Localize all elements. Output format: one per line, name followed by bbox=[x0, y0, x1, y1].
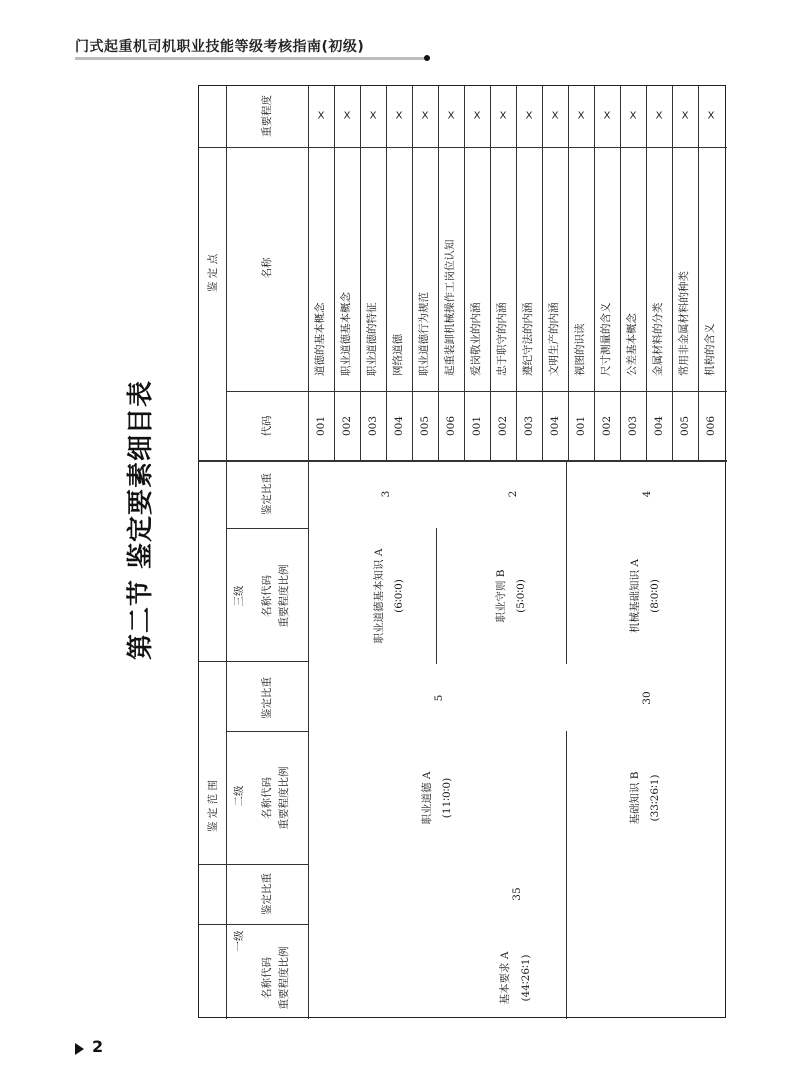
point-name: 金属材料的分类 bbox=[652, 302, 664, 376]
l3-weight-b: 2 bbox=[506, 490, 519, 498]
point-code: 006 bbox=[704, 415, 717, 437]
point-name: 职业道德基本概念 bbox=[340, 292, 352, 376]
l1-weight-label: 鉴定比重 bbox=[260, 873, 273, 915]
point-name: 职业道德行为规范 bbox=[418, 292, 430, 376]
point-importance: X bbox=[655, 110, 663, 122]
point-name: 尺寸测量的含义 bbox=[600, 302, 612, 376]
l2-ratio-label: 重要程度比例 bbox=[277, 766, 290, 830]
level3-header: 三级 bbox=[232, 585, 245, 607]
level2-header: 二级 bbox=[232, 785, 245, 807]
scope-header: 鉴 定 范 围 bbox=[206, 779, 219, 833]
point-name: 爱岗敬业的内涵 bbox=[470, 302, 482, 376]
point-importance: X bbox=[447, 110, 455, 122]
l1-weight: 35 bbox=[510, 887, 523, 901]
point-code: 005 bbox=[418, 415, 431, 437]
evaluation-table bbox=[198, 85, 726, 1018]
point-importance: X bbox=[629, 110, 637, 122]
point-name: 道德的基本概念 bbox=[314, 302, 326, 376]
l3-weight-c: 4 bbox=[640, 490, 653, 498]
l2-ratio-b: (33∶26∶1) bbox=[648, 774, 661, 822]
point-importance: X bbox=[681, 110, 689, 122]
point-name: 机构的含义 bbox=[704, 323, 716, 376]
running-header: 门式起重机司机职业技能等级考核指南(初级) bbox=[75, 39, 365, 55]
point-code: 003 bbox=[626, 415, 639, 437]
header-bullet bbox=[424, 55, 430, 61]
section-title: 第二节 鉴定要素细目表 bbox=[126, 379, 156, 660]
name-header: 名称 bbox=[260, 257, 273, 279]
point-name: 网络道德 bbox=[392, 334, 404, 376]
point-code: 002 bbox=[600, 415, 613, 437]
l1-name-code-label: 名称代码 bbox=[260, 957, 273, 999]
point-code: 002 bbox=[496, 415, 509, 437]
point-code: 005 bbox=[678, 415, 691, 437]
page-marker-icon bbox=[75, 1043, 84, 1055]
point-code: 004 bbox=[548, 415, 561, 437]
l2-weight-label: 鉴定比重 bbox=[260, 677, 273, 719]
point-importance: X bbox=[577, 110, 585, 122]
point-name: 公差基本概念 bbox=[626, 313, 638, 376]
l3-name-b: 职业守则 B bbox=[494, 569, 507, 623]
l2-ratio-a: (11∶0∶0) bbox=[440, 777, 453, 819]
points-header: 鉴 定 点 bbox=[206, 253, 219, 293]
point-code: 001 bbox=[314, 415, 327, 437]
point-name: 职业道德的特征 bbox=[366, 302, 378, 376]
point-importance: X bbox=[603, 110, 611, 122]
point-name: 忠于职守的内涵 bbox=[496, 302, 508, 376]
point-importance: X bbox=[369, 110, 377, 122]
point-importance: X bbox=[421, 110, 429, 122]
l3-ratio-b: (5∶0∶0) bbox=[514, 579, 527, 613]
l1-name: 基本要求 A bbox=[498, 951, 511, 1005]
l2-weight-a: 5 bbox=[432, 694, 445, 702]
l1-ratio-label: 重要程度比例 bbox=[277, 946, 290, 1010]
point-name: 文明生产的内涵 bbox=[548, 302, 560, 376]
l3-name-a: 职业道德基本知识 A bbox=[372, 548, 385, 644]
page-number: 2 bbox=[92, 1037, 104, 1056]
point-name: 视图的识读 bbox=[574, 323, 586, 376]
point-name: 起重装卸机械操作工岗位认知 bbox=[444, 239, 456, 376]
l3-weight-a: 3 bbox=[379, 490, 392, 498]
point-code: 001 bbox=[470, 415, 483, 437]
importance-header: 重要程度 bbox=[260, 95, 273, 137]
point-code: 003 bbox=[522, 415, 535, 437]
header-rule bbox=[75, 57, 427, 60]
point-importance: X bbox=[499, 110, 507, 122]
point-importance: X bbox=[551, 110, 559, 122]
point-importance: X bbox=[317, 110, 325, 122]
point-code: 006 bbox=[444, 415, 457, 437]
point-name: 常用非金属材料的种类 bbox=[678, 271, 690, 376]
l2-name-b: 基础知识 B bbox=[628, 771, 641, 825]
l2-name-code-label: 名称代码 bbox=[260, 777, 273, 819]
l3-ratio-c: (8∶0∶0) bbox=[648, 579, 661, 613]
point-importance: X bbox=[473, 110, 481, 122]
l1-ratio: (44∶26∶1) bbox=[519, 954, 532, 1002]
point-code: 002 bbox=[340, 415, 353, 437]
point-importance: X bbox=[525, 110, 533, 122]
point-code: 001 bbox=[574, 415, 587, 437]
code-header: 代码 bbox=[260, 415, 273, 437]
l3-ratio-a: (6∶0∶0) bbox=[392, 579, 405, 613]
l2-weight-b: 30 bbox=[640, 691, 653, 705]
point-importance: X bbox=[707, 110, 715, 122]
l3-name-c: 机械基础知识 A bbox=[628, 559, 641, 633]
l2-name-a: 职业道德 A bbox=[420, 771, 433, 825]
point-code: 003 bbox=[366, 415, 379, 437]
l3-name-code-label: 名称代码 bbox=[260, 575, 273, 617]
level1-header: 一级 bbox=[232, 930, 245, 952]
l3-weight-label: 鉴定比重 bbox=[260, 473, 273, 515]
point-importance: X bbox=[395, 110, 403, 122]
point-code: 004 bbox=[652, 415, 665, 437]
point-name: 遵纪守法的内涵 bbox=[522, 302, 534, 376]
point-code: 004 bbox=[392, 415, 405, 437]
l3-ratio-label: 重要程度比例 bbox=[277, 564, 290, 628]
point-importance: X bbox=[343, 110, 351, 122]
